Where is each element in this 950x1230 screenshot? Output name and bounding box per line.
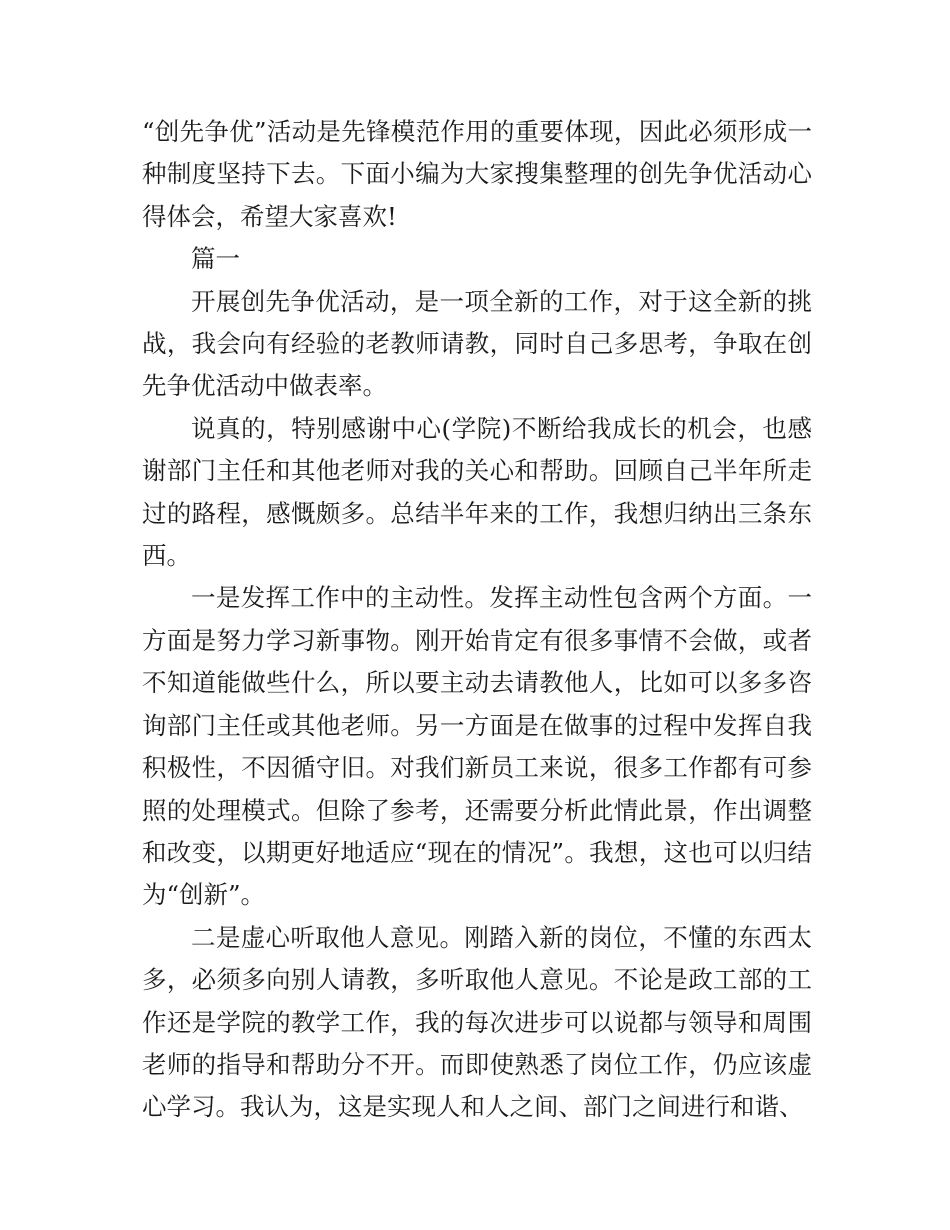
- body-paragraph: 一是发挥工作中的主动性。发挥主动性包含两个方面。一方面是努力学习新事物。刚开始肯定有很多事情不会做，或者不知道能做些什么，所以要主动去请教他人，比如可以多多咨询部门主任或其他老师。另一方面是在做事的过程中发挥自我积极性，不因循守旧。对我们新员工来说，很多工作都有可参照的处理模式。但除了参考，还需要分析此情此景，作出调整和改变，以期更好地适应“现在的情况”。我想，这也可以归结为“创新”。: [142, 583, 812, 910]
- intro-paragraph: “创先争优”活动是先锋模范作用的重要体现，因此必须形成一种制度坚持下去。下面小编为大家搜集整理的创先争优活动心得体会，希望大家喜欢!: [142, 117, 812, 231]
- body-paragraph: 说真的，特别感谢中心(学院)不断给我成长的机会，也感谢部门主任和其他老师对我的关心和帮助。回顾自己半年所走过的路程，感慨颇多。总结半年来的工作，我想归纳出三条东西。: [142, 413, 812, 571]
- body-paragraph: 开展创先争优活动，是一项全新的工作，对于这全新的挑战，我会向有经验的老教师请教，同时自己多思考，争取在创先争优活动中做表率。: [142, 286, 812, 401]
- document-body: [142, 111, 812, 1129]
- body-paragraph: 二是虚心听取他人意见。刚踏入新的岗位，不懂的东西太多，必须多向别人请教，多听取他人意见。不论是政工部的工作还是学院的教学工作，我的每次进步可以说都与领导和周围老师的指导和帮助分不开。而即使熟悉了岗位工作，仍应该虚心学习。我认为，这是实现人和人之间、部门之间进行和谐、: [142, 922, 812, 1122]
- section-heading: 篇一: [191, 244, 240, 274]
